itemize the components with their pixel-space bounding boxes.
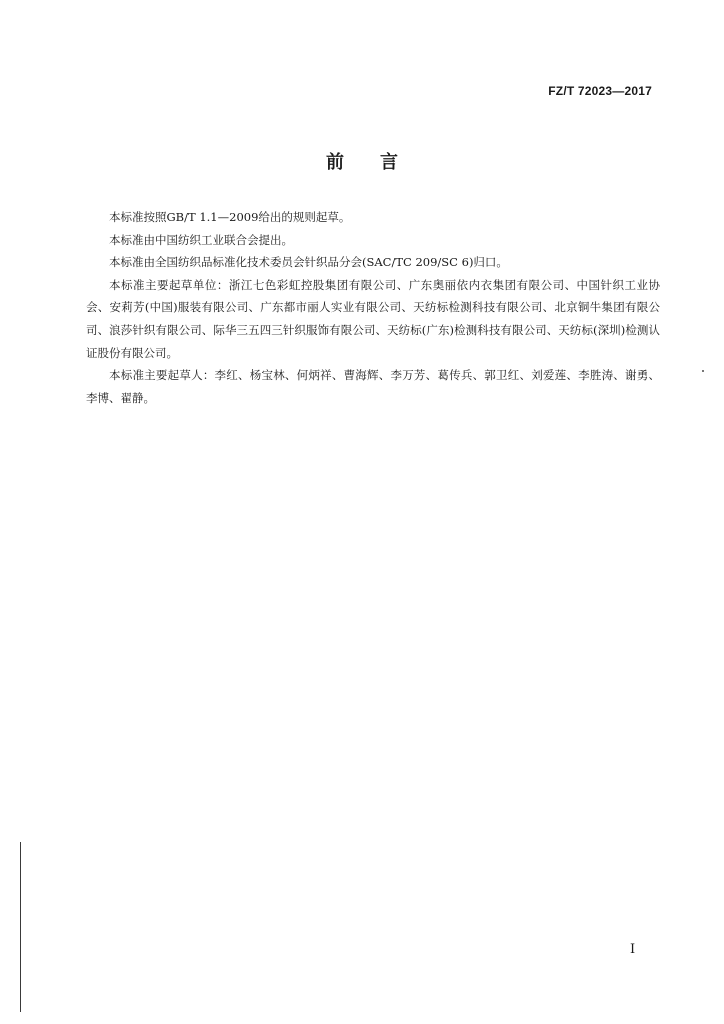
standard-code: FZ/T 72023—2017 — [548, 84, 652, 98]
page-title: 前言 — [326, 152, 434, 173]
paragraph-drafting-rules: 本标准按照GB/T 1.1—2009给出的规则起草。 — [109, 210, 351, 224]
paragraph-drafters: 本标准主要起草人：李红、杨宝林、何炳祥、曹海辉、李万芳、葛传兵、郭卫红、刘爱莲、李胜涛、谢勇、李博、翟静。 — [86, 368, 660, 405]
scan-speck — [702, 370, 704, 372]
paragraph-committee: 本标准由全国纺织品标准化技术委员会针织品分会(SAC/TC 209/SC 6)归口。 — [109, 255, 508, 270]
foreword-body — [86, 206, 660, 409]
page-number: I — [630, 942, 636, 957]
paragraph-proposer: 本标准由中国纺织工业联合会提出。 — [109, 232, 293, 247]
paragraph-drafting-units: 本标准主要起草单位：浙江七色彩虹控股集团有限公司、广东奥丽依内衣集团有限公司、中国针织工业协会、安莉芳(中国)服装有限公司、广东都市丽人实业有限公司、天纺标检测科技有限公司、北京铜牛集团有限公司、浪莎针织有限公司、际华三五四三针织服饰有限公司、天纺标(广东)检测科技有限公司、天纺标(深圳)检测认证股份有限公司。 — [86, 277, 660, 360]
scan-edge-line — [20, 842, 21, 1012]
